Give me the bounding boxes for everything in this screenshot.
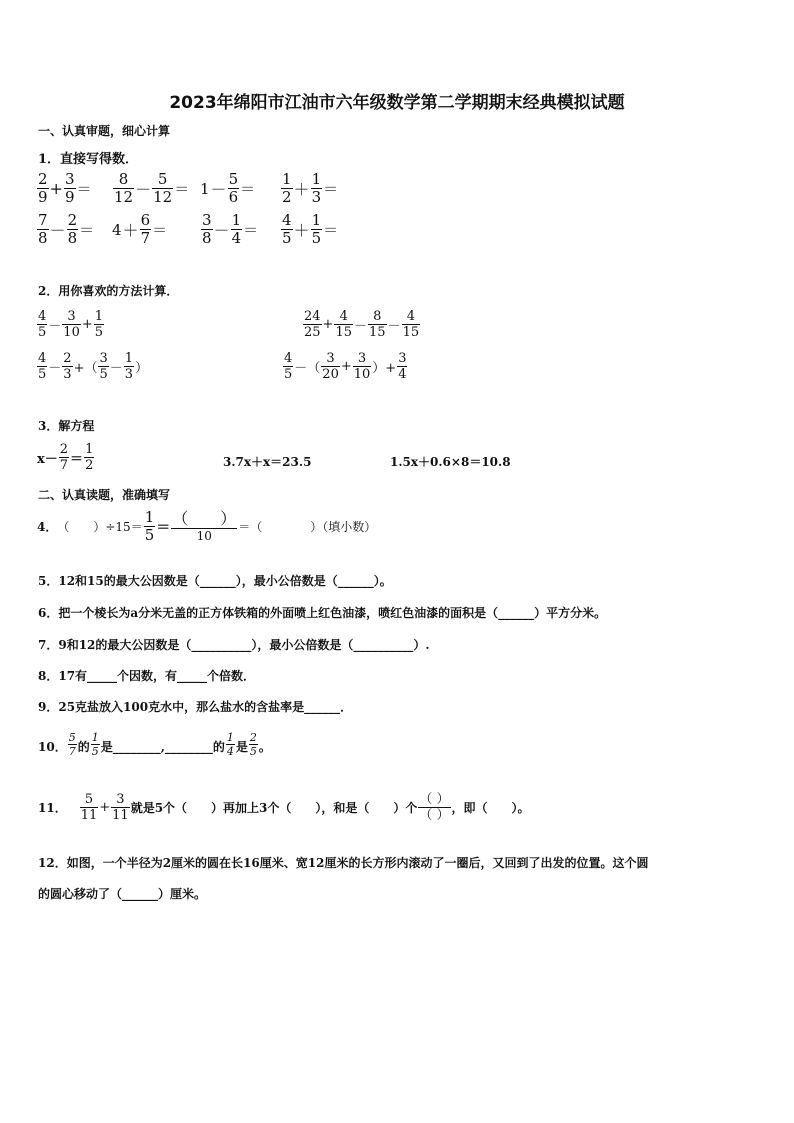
q1-problem-1-4 — [280, 172, 338, 205]
denominator: 4 — [231, 229, 242, 247]
numerator: 8 — [373, 309, 382, 324]
numerator: 4 — [339, 309, 348, 324]
q12-line-1: 12．如图，一个半径为2厘米的圆在长16厘米、宽12厘米的长方形内滚动了一圈后，又回到了出发的位置。这个圆 — [38, 856, 649, 870]
denominator: 15 — [402, 325, 420, 340]
equals-sign: ＝ — [152, 221, 168, 239]
whole-number: 1 — [200, 179, 210, 198]
operator: － — [135, 180, 152, 199]
q4-text-3: ＝（ ）（填小数） — [238, 520, 377, 534]
q3-equation-1 — [37, 443, 95, 472]
operator: ＋ — [293, 180, 310, 199]
operator-o1: －（ — [294, 361, 321, 376]
numerator: 3 — [116, 792, 125, 807]
numerator: 1 — [94, 309, 104, 324]
denominator: 10 — [196, 529, 212, 543]
numerator: 5 — [157, 170, 168, 188]
whole-number: 4 — [112, 220, 122, 239]
denominator: 5 — [38, 367, 47, 382]
numerator: 1 — [231, 211, 242, 229]
denominator: 7 — [140, 229, 151, 247]
operator: － — [213, 221, 230, 240]
operator-o1: + — [322, 317, 334, 332]
q10-number: 10． — [38, 740, 67, 754]
operator: ＋ — [122, 221, 139, 240]
numerator: 6 — [140, 211, 151, 229]
q3-equation-2: 3.7x＋x＝23.5 — [223, 455, 312, 469]
operator-o1: － — [48, 361, 62, 376]
q10-text-4: 。 — [258, 740, 271, 754]
fraction-f2 — [62, 310, 81, 339]
denominator: 2 — [85, 458, 94, 473]
fraction-b — [140, 213, 152, 246]
q2-expression-1 — [36, 310, 105, 339]
numerator: 3 — [326, 351, 335, 366]
fraction-a — [37, 213, 49, 246]
denominator: 5 — [91, 745, 99, 758]
denominator: 5 — [284, 367, 293, 382]
operator-o2: +（ — [73, 361, 98, 376]
operator-close: ） — [135, 361, 149, 376]
q11-plus: + — [99, 800, 111, 815]
q1-problem-2-3 — [200, 213, 258, 246]
fraction-f4 — [124, 352, 134, 381]
q10-text-3: 是 — [235, 740, 248, 754]
q8: 8．17有_____个因数，有_____个倍数． — [38, 669, 256, 683]
fraction-f3 — [94, 310, 104, 339]
q1-problem-1-1 — [36, 172, 92, 205]
denominator: 8 — [38, 229, 48, 247]
numerator: 2 — [249, 731, 257, 744]
operator: － — [49, 221, 66, 240]
denominator: 5 — [311, 229, 322, 247]
fraction-f4 — [402, 310, 421, 339]
denominator: 5 — [282, 229, 292, 247]
denominator: 2 — [282, 188, 292, 206]
numerator: 3 — [398, 351, 407, 366]
operator: + — [49, 179, 63, 198]
q1-problem-2-4 — [280, 213, 338, 246]
fraction-f3 — [368, 310, 387, 339]
equals-sign: ＝ — [79, 221, 95, 239]
denominator: 12 — [153, 188, 173, 206]
denominator: 10 — [353, 367, 371, 382]
denominator: 5 — [38, 325, 47, 340]
equals-sign: ＝ — [76, 180, 92, 198]
q2-label: 2．用你喜欢的方法计算． — [38, 284, 179, 298]
q4-fraction-1 — [144, 510, 156, 543]
denominator: 6 — [228, 188, 239, 206]
q3-eq1-equals: ＝ — [70, 452, 84, 467]
q11-fraction-3 — [418, 793, 450, 822]
numerator: 4 — [38, 351, 47, 366]
denominator: 25 — [304, 325, 321, 340]
operator-o2: － — [354, 319, 368, 334]
fraction-b — [64, 172, 76, 205]
q2-expression-3 — [36, 352, 148, 381]
denominator: 10 — [63, 325, 80, 340]
numerator: 2 — [67, 211, 78, 229]
denominator: 12 — [114, 188, 134, 206]
q10-fraction-4 — [249, 732, 258, 757]
denominator: 8 — [67, 229, 78, 247]
fraction-f1 — [303, 310, 322, 339]
operator-o3: － — [387, 319, 401, 334]
q10-fraction-3 — [226, 732, 235, 757]
fraction-b — [228, 172, 240, 205]
numerator: 3 — [67, 309, 76, 324]
q4 — [37, 510, 376, 543]
denominator: 3 — [311, 188, 322, 206]
numerator: 5 — [84, 792, 94, 807]
numerator: 2 — [63, 351, 72, 366]
numerator: 8 — [118, 170, 129, 188]
fraction-b — [67, 213, 79, 246]
operator-o3: － — [109, 361, 123, 376]
fraction-f4 — [397, 352, 407, 381]
operator: ＋ — [293, 221, 310, 240]
fraction-b — [311, 172, 323, 205]
q12-line-2: 的圆心移动了（______）厘米。 — [38, 887, 207, 901]
fraction-a — [113, 172, 134, 205]
operator-o2: + — [81, 317, 93, 332]
q4-number: 4． — [37, 520, 58, 534]
denominator: 5 — [144, 526, 155, 544]
denominator: 15 — [369, 325, 386, 340]
section-2-heading: 二、认真读题，准确填写 — [38, 488, 171, 502]
denominator: 20 — [322, 367, 339, 382]
operator: － — [210, 180, 227, 199]
fraction-f2 — [62, 352, 72, 381]
q4-text-1: （ ）÷15＝ — [57, 520, 143, 534]
q2-expression-4 — [282, 352, 408, 381]
q11-number: 11． — [38, 801, 67, 815]
q3-label: 3．解方程 — [38, 419, 95, 433]
numerator: 3 — [99, 351, 108, 366]
equals-sign: ＝ — [323, 221, 339, 239]
numerator: 1 — [91, 731, 99, 744]
numerator: 3 — [64, 170, 75, 188]
numerator: 7 — [38, 211, 48, 229]
fraction-a — [281, 213, 293, 246]
fraction-a — [201, 213, 213, 246]
operator-o3: ）+ — [372, 361, 397, 376]
q11-text-1: 就是5个（ ）再加上3个（ ），和是（ ）个 — [130, 801, 418, 815]
fraction-a — [37, 172, 49, 205]
q10 — [38, 731, 271, 758]
q1-label: 1．直接写得数． — [38, 152, 139, 167]
q10-fraction-1 — [68, 732, 77, 757]
q11-fraction-1 — [80, 793, 99, 822]
operator-o1: － — [48, 319, 62, 334]
denominator: 5 — [99, 367, 108, 382]
q10-text-1: 的 — [77, 740, 90, 754]
fraction-b — [231, 213, 243, 246]
q6: 6．把一个棱长为a分米无盖的正方体铁箱的外面喷上红色油漆，喷红色油漆的面积是（______）平方分米。 — [38, 606, 607, 620]
q10-fraction-2 — [91, 732, 100, 757]
equals-sign: ＝ — [243, 221, 259, 239]
q1-problem-1-2 — [112, 172, 189, 205]
page-title: 2023年绵阳市江油市六年级数学第二学期期末经典模拟试题 — [169, 93, 625, 113]
denominator: 3 — [63, 367, 72, 382]
q3-equation-3: 1.5x＋0.6×8＝10.8 — [390, 455, 511, 469]
q4-fraction-2 — [171, 511, 237, 542]
numerator: 1 — [226, 731, 234, 744]
denominator: 5 — [249, 745, 257, 758]
numerator: 5 — [68, 731, 76, 744]
q11-fraction-2 — [111, 793, 130, 822]
numerator: 3 — [202, 211, 212, 229]
equals-sign: ＝ — [323, 180, 339, 198]
numerator: 1 — [282, 170, 292, 188]
denominator: （ ） — [419, 808, 450, 823]
denominator: 4 — [226, 745, 234, 758]
numerator: 1 — [311, 211, 322, 229]
fraction-f1 — [283, 352, 293, 381]
numerator: 3 — [357, 351, 367, 366]
fraction-f1 — [37, 352, 47, 381]
numerator: 4 — [38, 309, 47, 324]
q7: 7．9和12的最大公因数是（__________），最小公倍数是（__________）. — [38, 638, 430, 652]
q2-expression-2 — [302, 310, 421, 339]
q1-problem-2-2 — [112, 213, 167, 246]
denominator: 11 — [112, 808, 129, 823]
numerator: 4 — [406, 309, 415, 324]
numerator: 4 — [284, 351, 293, 366]
numerator: 1 — [311, 170, 322, 188]
denominator: 7 — [59, 458, 69, 473]
denominator: 9 — [64, 188, 75, 206]
fraction-f2 — [334, 310, 353, 339]
fraction-b — [152, 172, 173, 205]
denominator: 3 — [124, 367, 134, 382]
q1-problem-1-3 — [200, 172, 255, 205]
q3-eq1-prefix: x－ — [37, 452, 58, 467]
fraction-f2 — [321, 352, 340, 381]
denominator: 5 — [94, 325, 104, 340]
numerator: 1 — [124, 351, 134, 366]
q11 — [38, 793, 530, 822]
denominator: 9 — [38, 188, 48, 206]
fraction-f3 — [98, 352, 108, 381]
numerator: （ ） — [419, 792, 450, 807]
denominator: 8 — [202, 229, 212, 247]
section-1-heading: 一、认真审题，细心计算 — [38, 124, 171, 138]
denominator: 11 — [80, 808, 98, 823]
fraction-a — [281, 172, 293, 205]
q4-equals: ＝ — [156, 519, 171, 536]
numerator: 4 — [282, 211, 292, 229]
denominator: 4 — [398, 367, 407, 382]
q3-eq1-fraction-2 — [84, 443, 94, 472]
denominator: 15 — [335, 325, 352, 340]
numerator: 5 — [228, 170, 239, 188]
numerator: 2 — [38, 170, 48, 188]
q11-text-2: ，即（ ）。 — [451, 801, 530, 815]
numerator: 2 — [59, 442, 69, 457]
q3-eq1-fraction-1 — [59, 443, 69, 472]
q1-problem-2-1 — [36, 213, 94, 246]
q5: 5．12和15的最大公因数是（______），最小公倍数是（______）。 — [38, 574, 392, 588]
numerator: 24 — [304, 309, 321, 324]
operator-o2: + — [340, 359, 352, 374]
numerator: 1 — [144, 508, 155, 526]
fraction-f1 — [37, 310, 47, 339]
equals-sign: ＝ — [240, 180, 256, 198]
q9: 9．25克盐放入100克水中，那么盐水的含盐率是______． — [38, 700, 353, 714]
q10-text-2: 是________,________的 — [100, 740, 225, 754]
equals-sign: ＝ — [174, 180, 190, 198]
fraction-b — [311, 213, 323, 246]
denominator: 7 — [68, 745, 76, 758]
numerator: 1 — [85, 442, 94, 457]
numerator: （ ） — [172, 509, 237, 528]
fraction-f3 — [353, 352, 372, 381]
